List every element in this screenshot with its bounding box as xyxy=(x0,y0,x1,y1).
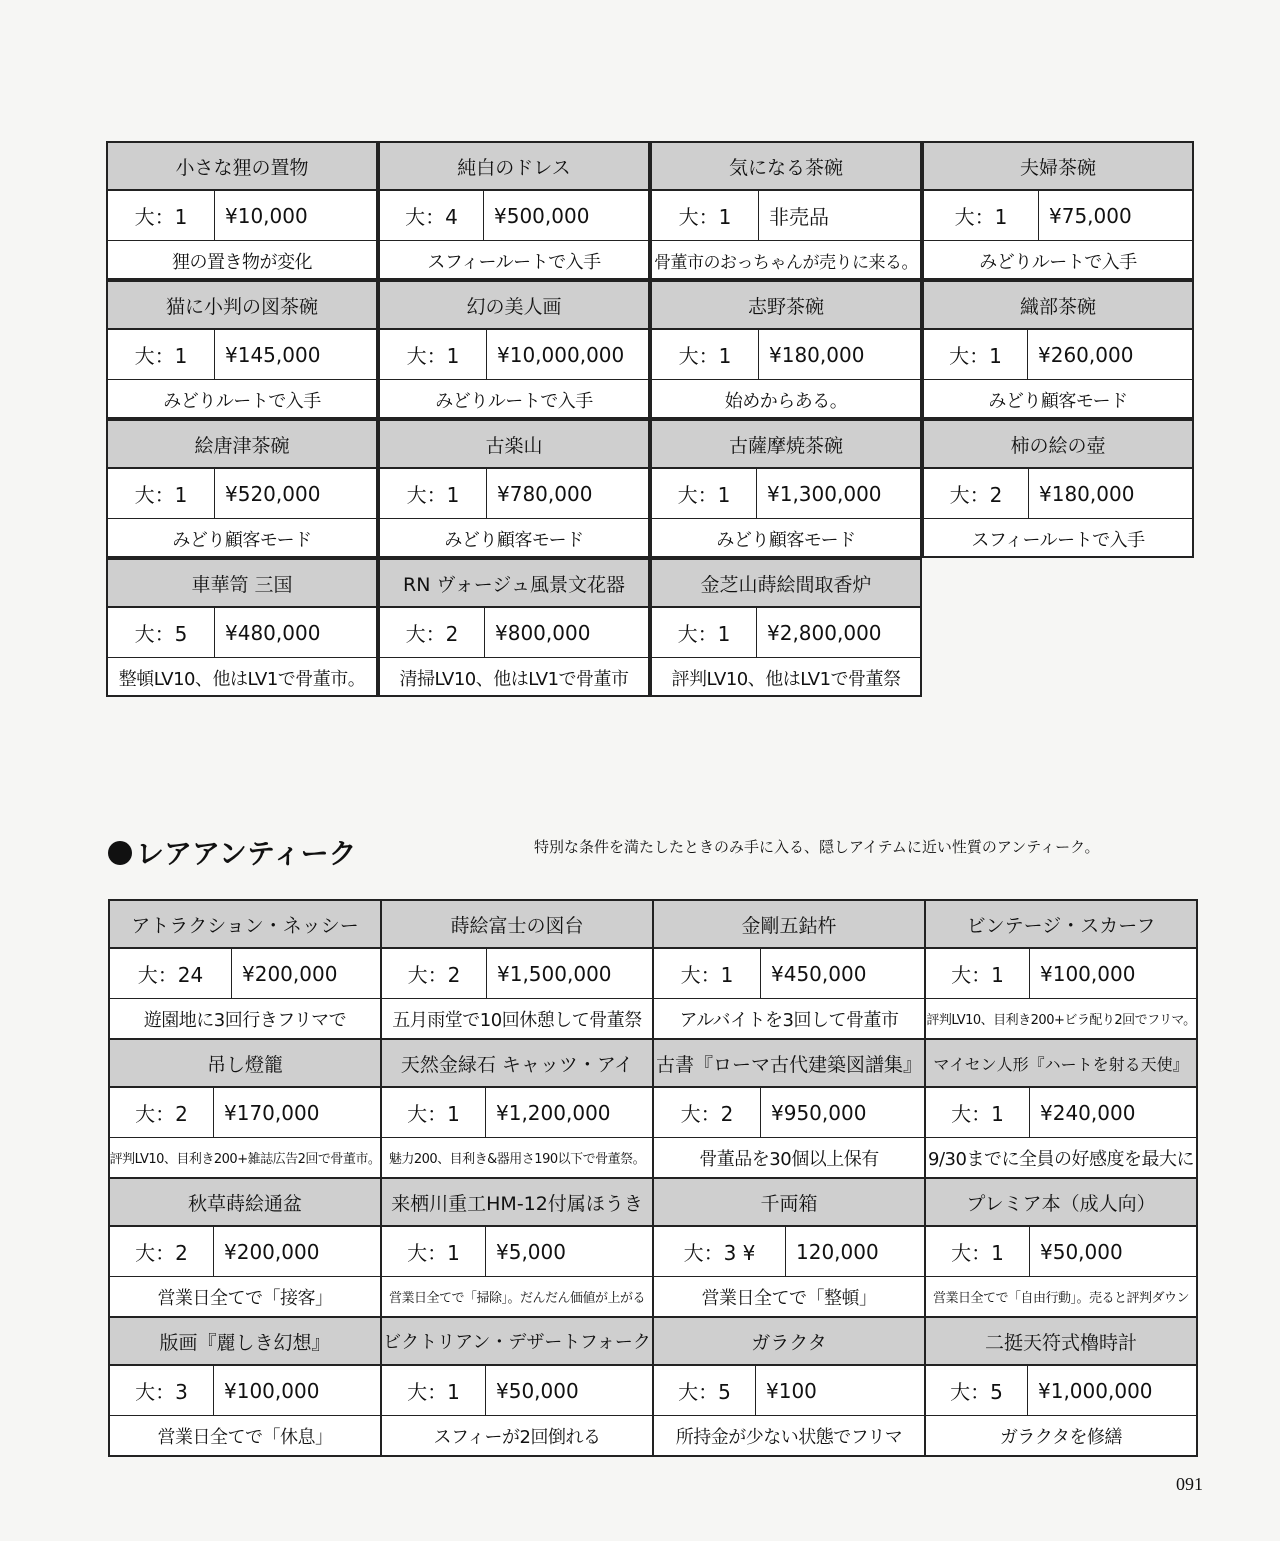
item-size: 大：1 xyxy=(652,191,759,240)
item-name: 秋草蒔絵通盆 xyxy=(110,1179,380,1227)
item-name: 幻の美人画 xyxy=(380,282,648,330)
item-size: 大：1 xyxy=(926,949,1030,998)
item-note: 骨董市のおっちゃんが売りに来る。 xyxy=(654,253,918,273)
item-price: ¥100 xyxy=(766,1378,817,1403)
item-size: 大：3 xyxy=(110,1366,214,1415)
item-note: 評判LV10、目利き200+ビラ配り2回でフリマ。 xyxy=(926,1013,1196,1028)
item-name: 夫婦茶碗 xyxy=(924,143,1192,191)
item-name: 二挺天符式櫓時計 xyxy=(926,1318,1196,1366)
item-price: ¥200,000 xyxy=(224,1239,320,1264)
item-note: 所持金が少ない状態でフリマ xyxy=(675,1426,903,1448)
item-size: 大：5 xyxy=(926,1366,1028,1415)
item-card xyxy=(382,1179,654,1318)
item-size: 大：1 xyxy=(652,469,757,518)
item-size-price-row xyxy=(382,1088,652,1138)
item-note: 評判LV10、目利き200+雑誌広告2回で骨董市。 xyxy=(110,1152,380,1167)
antique-table-2 xyxy=(108,899,1198,1457)
item-price: 非売品 xyxy=(769,205,829,229)
item-note: 魅力200、目利き&器用さ190以下で骨董祭。 xyxy=(388,1152,646,1167)
item-price: ¥100,000 xyxy=(1040,961,1136,986)
section-title: レアアンティーク xyxy=(136,837,357,870)
item-card xyxy=(926,1318,1198,1457)
item-note: みどり顧客モード xyxy=(172,529,312,551)
item-size: 大：1 xyxy=(924,330,1028,379)
item-price: ¥450,000 xyxy=(771,961,867,986)
item-note: スフィールートで入手 xyxy=(427,251,601,273)
item-size: 大：1 xyxy=(108,191,215,240)
item-price: ¥1,500,000 xyxy=(497,961,612,986)
item-price: ¥1,000,000 xyxy=(1038,1378,1153,1403)
item-name: 織部茶碗 xyxy=(924,282,1192,330)
item-name: RN ヴォージュ風景文花器 xyxy=(380,560,648,608)
item-name: マイセン人形『ハートを射る天使』 xyxy=(926,1040,1196,1088)
item-size-price-row xyxy=(926,1227,1196,1277)
bullet-icon xyxy=(108,841,132,865)
item-size: 大：2 xyxy=(654,1088,761,1137)
item-price: 120,000 xyxy=(796,1239,879,1264)
item-note: みどりルートで入手 xyxy=(435,390,593,412)
item-card xyxy=(650,280,922,419)
item-size-price-row xyxy=(654,1227,924,1277)
item-size: 大：5 xyxy=(654,1366,756,1415)
item-note: みどり顧客モード xyxy=(716,529,856,551)
item-size: 大：4 xyxy=(380,191,484,240)
item-price: ¥480,000 xyxy=(225,620,321,645)
item-size-price-row xyxy=(110,1227,380,1277)
item-name: 版画『麗しき幻想』 xyxy=(110,1318,380,1366)
item-name: 千両箱 xyxy=(654,1179,924,1227)
item-size: 大：1 xyxy=(382,1227,486,1276)
item-card xyxy=(106,419,378,558)
item-size: 大：2 xyxy=(110,1088,214,1137)
item-name: 来栖川重工HM-12付属ほうき xyxy=(382,1179,652,1227)
item-size: 大：1 xyxy=(652,608,757,657)
item-size-price-row xyxy=(382,1366,652,1416)
item-note: 評判LV10、他はLV1で骨董祭 xyxy=(671,668,901,690)
item-card xyxy=(106,558,378,697)
item-price: ¥50,000 xyxy=(1040,1239,1123,1264)
item-note: みどりルートで入手 xyxy=(163,390,321,412)
item-card xyxy=(654,1040,926,1179)
item-note: 営業日全てで「整頓」 xyxy=(701,1287,877,1309)
item-size-price-row xyxy=(108,330,376,380)
item-price: ¥780,000 xyxy=(497,481,593,506)
item-note: みどりルートで入手 xyxy=(979,251,1137,273)
item-size-price-row xyxy=(380,469,648,519)
item-note: スフィールートで入手 xyxy=(971,529,1145,551)
item-size-price-row xyxy=(654,1088,924,1138)
item-size-price-row xyxy=(654,949,924,999)
item-name: 古楽山 xyxy=(380,421,648,469)
item-card xyxy=(382,901,654,1040)
item-note: みどり顧客モード xyxy=(988,390,1128,412)
item-price: ¥200,000 xyxy=(242,961,338,986)
item-note: 骨董品を30個以上保有 xyxy=(699,1148,879,1170)
item-size-price-row xyxy=(108,469,376,519)
item-card xyxy=(926,1179,1198,1318)
item-name: 古書『ローマ古代建築図譜集』 xyxy=(654,1040,924,1088)
item-name: ビクトリアン・デザートフォーク xyxy=(382,1318,652,1366)
item-size-price-row xyxy=(924,191,1192,241)
item-size-price-row xyxy=(926,1088,1196,1138)
item-card xyxy=(922,419,1194,558)
item-price: ¥520,000 xyxy=(225,481,321,506)
item-price: ¥180,000 xyxy=(1039,481,1135,506)
section-heading xyxy=(108,832,357,872)
item-size-price-row xyxy=(652,191,920,241)
item-price: ¥180,000 xyxy=(769,342,865,367)
item-name: ガラクタ xyxy=(654,1318,924,1366)
item-name: 絵唐津茶碗 xyxy=(108,421,376,469)
item-size-price-row xyxy=(926,1366,1196,1416)
item-card xyxy=(650,419,922,558)
item-size-price-row xyxy=(380,330,648,380)
item-price: ¥800,000 xyxy=(495,620,591,645)
item-price: ¥950,000 xyxy=(771,1100,867,1125)
antique-table-1 xyxy=(108,143,1196,699)
item-card xyxy=(650,141,922,280)
item-card xyxy=(922,280,1194,419)
item-size-price-row xyxy=(108,191,376,241)
section-description: 特別な条件を満たしたときのみ手に入る、隠しアイテムに近い性質のアンティーク。 xyxy=(534,838,1100,856)
item-price: ¥1,300,000 xyxy=(767,481,882,506)
page-number: 091 xyxy=(1176,1474,1203,1494)
item-size: 大：24 xyxy=(110,949,232,998)
item-note: 営業日全てで「休息」 xyxy=(157,1426,333,1448)
item-size: 大：2 xyxy=(380,608,485,657)
item-card xyxy=(654,1179,926,1318)
item-note: 営業日全てで「掃除」。だんだん価値が上がる xyxy=(388,1291,645,1306)
item-name: アトラクション・ネッシー xyxy=(110,901,380,949)
item-name: 車華笥 三国 xyxy=(108,560,376,608)
item-note: 清掃LV10、他はLV1で骨董市 xyxy=(399,668,629,690)
item-size-price-row xyxy=(110,1088,380,1138)
item-price: ¥2,800,000 xyxy=(767,620,882,645)
item-card xyxy=(650,558,922,697)
item-card xyxy=(378,558,650,697)
item-price: ¥170,000 xyxy=(224,1100,320,1125)
item-size-price-row xyxy=(110,1366,380,1416)
item-price: ¥50,000 xyxy=(496,1378,579,1403)
item-name: プレミア本（成人向） xyxy=(926,1179,1196,1227)
item-size-price-row xyxy=(108,608,376,658)
item-note: 9/30までに全員の好感度を最大に xyxy=(928,1148,1194,1170)
item-size-price-row xyxy=(380,191,648,241)
item-note: 営業日全てで「接客」 xyxy=(157,1287,333,1309)
item-note: スフィーが2回倒れる xyxy=(433,1426,601,1448)
item-size-price-row xyxy=(380,608,648,658)
item-name: 志野茶碗 xyxy=(652,282,920,330)
item-card xyxy=(378,280,650,419)
item-size: 大：2 xyxy=(110,1227,214,1276)
item-name: 蒔絵富士の図台 xyxy=(382,901,652,949)
item-price: ¥75,000 xyxy=(1049,203,1132,228)
item-size: 大：1 xyxy=(108,469,215,518)
item-card xyxy=(654,1318,926,1457)
item-size-price-row xyxy=(926,949,1196,999)
item-size-price-row xyxy=(652,330,920,380)
item-note: 狸の置き物が変化 xyxy=(172,251,312,273)
item-card xyxy=(378,419,650,558)
item-size-price-row xyxy=(110,949,380,999)
item-card xyxy=(382,1040,654,1179)
item-card xyxy=(654,901,926,1040)
item-name: ビンテージ・スカーフ xyxy=(926,901,1196,949)
item-price: ¥240,000 xyxy=(1040,1100,1136,1125)
item-size-price-row xyxy=(652,469,920,519)
item-size-price-row xyxy=(382,1227,652,1277)
item-note: 遊園地に3回行きフリマで xyxy=(143,1009,347,1031)
item-card xyxy=(922,141,1194,280)
item-size: 大：1 xyxy=(924,191,1039,240)
item-size: 大：3 ¥ xyxy=(654,1227,786,1276)
item-size: 大：1 xyxy=(652,330,759,379)
item-card xyxy=(110,1179,382,1318)
item-price: ¥260,000 xyxy=(1038,342,1134,367)
item-note: ガラクタを修繕 xyxy=(999,1426,1123,1448)
item-name: 純白のドレス xyxy=(380,143,648,191)
item-name: 古薩摩焼茶碗 xyxy=(652,421,920,469)
item-name: 金剛五鈷杵 xyxy=(654,901,924,949)
item-size: 大：1 xyxy=(382,1088,486,1137)
item-card xyxy=(110,1318,382,1457)
item-size-price-row xyxy=(924,469,1192,519)
item-card xyxy=(382,1318,654,1457)
item-size: 大：1 xyxy=(926,1227,1030,1276)
item-size: 大：2 xyxy=(924,469,1029,518)
item-name: 吊し燈籠 xyxy=(110,1040,380,1088)
item-note: みどり顧客モード xyxy=(444,529,584,551)
item-price: ¥10,000,000 xyxy=(497,342,625,367)
item-card xyxy=(926,1040,1198,1179)
item-size: 大：5 xyxy=(108,608,215,657)
item-name: 猫に小判の図茶碗 xyxy=(108,282,376,330)
item-size: 大：1 xyxy=(380,330,487,379)
item-size: 大：1 xyxy=(926,1088,1030,1137)
item-size: 大：1 xyxy=(382,1366,486,1415)
item-price: ¥5,000 xyxy=(496,1239,566,1264)
item-note: 営業日全てで「自由行動」。売ると評判ダウン xyxy=(932,1291,1189,1306)
item-card xyxy=(110,901,382,1040)
item-name: 小さな狸の置物 xyxy=(108,143,376,191)
item-size: 大：1 xyxy=(654,949,761,998)
item-card xyxy=(106,141,378,280)
item-size-price-row xyxy=(382,949,652,999)
item-size: 大：1 xyxy=(108,330,215,379)
item-size-price-row xyxy=(652,608,920,658)
item-price: ¥145,000 xyxy=(225,342,321,367)
item-note: 五月雨堂で10回休憩して骨董祭 xyxy=(392,1009,642,1031)
item-note: 始めからある。 xyxy=(724,390,848,412)
item-note: 整頓LV10、他はLV1で骨董市。 xyxy=(118,668,366,690)
item-size-price-row xyxy=(654,1366,924,1416)
item-card xyxy=(106,280,378,419)
item-name: 天然金緑石 キャッツ・アイ xyxy=(382,1040,652,1088)
item-price: ¥10,000 xyxy=(225,203,308,228)
item-price: ¥100,000 xyxy=(224,1378,320,1403)
item-price: ¥500,000 xyxy=(494,203,590,228)
item-card xyxy=(110,1040,382,1179)
item-name: 柿の絵の壺 xyxy=(924,421,1192,469)
item-card xyxy=(926,901,1198,1040)
item-size: 大：2 xyxy=(382,949,487,998)
item-name: 気になる茶碗 xyxy=(652,143,920,191)
item-size: 大：1 xyxy=(380,469,487,518)
item-price: ¥1,200,000 xyxy=(496,1100,611,1125)
item-card xyxy=(378,141,650,280)
item-note: アルバイトを3回して骨董市 xyxy=(679,1009,899,1031)
item-name: 金芝山蒔絵間取香炉 xyxy=(652,560,920,608)
item-size-price-row xyxy=(924,330,1192,380)
